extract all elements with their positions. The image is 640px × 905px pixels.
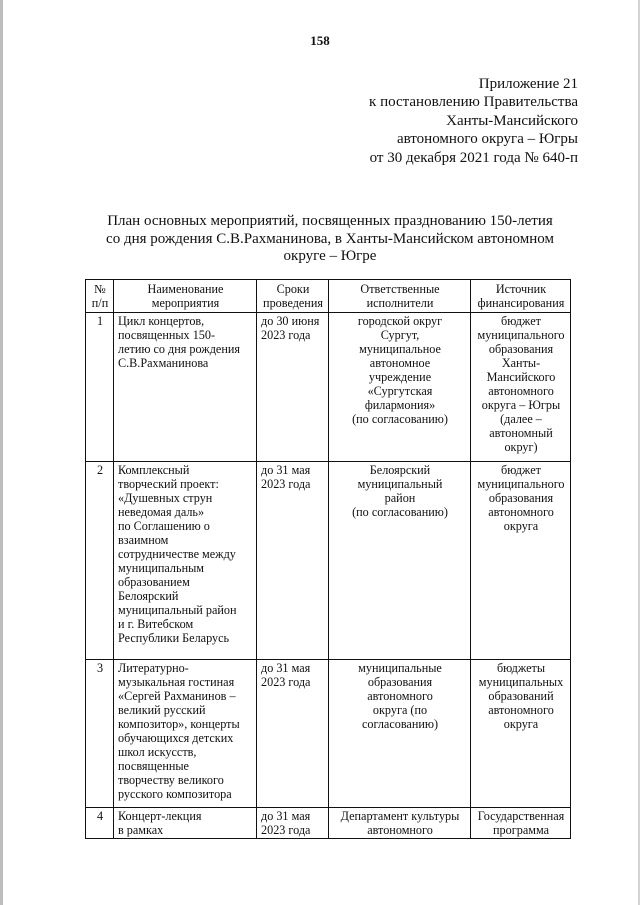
cell-line: автономное — [369, 356, 431, 370]
cell-line: округа — [503, 717, 539, 731]
cell-line: автономного — [488, 703, 554, 717]
cell-line: до 31 мая — [261, 809, 311, 823]
header-executors — [329, 280, 471, 313]
row-executors — [329, 462, 471, 660]
row-name — [114, 462, 257, 660]
row-executors — [329, 313, 471, 462]
cell-line: муниципального — [477, 328, 565, 342]
header-text: мероприятия — [151, 296, 220, 310]
cell-line: взаимном — [118, 533, 169, 547]
cell-line: С.В.Рахманинова — [118, 356, 209, 370]
cell-line: Белоярский — [118, 589, 179, 603]
cell-line: 2023 года — [261, 823, 311, 837]
cell-line: Государственная — [477, 809, 565, 823]
cell-line: Сургут, — [380, 328, 420, 342]
cell-line: филармония» — [364, 398, 436, 412]
header-text: п/п — [91, 296, 109, 310]
cell-line: образованием — [118, 575, 190, 589]
row-source — [471, 808, 571, 839]
cell-line: образования — [488, 342, 554, 356]
cell-line: 2023 года — [261, 477, 311, 491]
cell-line: муниципальным — [118, 561, 204, 575]
title-line: со дня рождения С.В.Рахманинова, в Ханты-Мансийском автономном — [106, 230, 554, 247]
cell-line: «Душевных струн — [118, 491, 213, 505]
row-name — [114, 808, 257, 839]
cell-line: (по согласованию) — [352, 505, 448, 519]
cell-line: Белоярский — [369, 463, 431, 477]
cell-line: городской округ — [357, 314, 443, 328]
cell-line: обучающихся детских — [118, 731, 234, 745]
cell-line: «Сургутская — [367, 384, 433, 398]
cell-line: сотрудничестве между — [118, 547, 236, 561]
cell-line: муниципальный район — [118, 603, 237, 617]
header-text: Наименование — [147, 282, 224, 296]
cell-line: бюджет — [501, 463, 541, 477]
cell-line: Департамент культуры — [340, 809, 460, 823]
cell-line: по Соглашению о — [118, 519, 210, 533]
cell-line: великий русский — [118, 703, 206, 717]
appendix-line: Ханты-Мансийского — [446, 112, 578, 129]
cell-line: в рамках — [118, 823, 164, 837]
cell-line: программа — [493, 823, 549, 837]
title-line: округе – Югре — [283, 248, 377, 264]
cell-line: летию со дня рождения — [118, 342, 240, 356]
cell-line: русского композитора — [118, 787, 232, 801]
cell-line: автономного — [367, 689, 433, 703]
cell-line: композитор», концерты — [118, 717, 240, 731]
cell-line: автономного — [367, 823, 433, 837]
row-term — [257, 660, 329, 808]
cell-line: образования — [367, 675, 433, 689]
cell-line: учреждение — [368, 370, 432, 384]
cell-line: посвященные — [118, 759, 189, 773]
header-text: исполнители — [366, 296, 434, 310]
cell-line: бюджеты — [496, 661, 546, 675]
appendix-line: от 30 декабря 2021 года № 640-п — [369, 149, 578, 166]
row-name — [114, 313, 257, 462]
header-text: финансирования — [477, 296, 565, 310]
cell-line: муниципальных — [478, 675, 564, 689]
row-number: 1 — [86, 313, 114, 462]
cell-line: район — [384, 491, 416, 505]
cell-line: Мансийского — [486, 370, 556, 384]
header-text: проведения — [263, 296, 323, 310]
cell-line: творчеству великого — [118, 773, 224, 787]
cell-line: и г. Витебском — [118, 617, 194, 631]
cell-line: округа — [503, 519, 539, 533]
row-executors — [329, 808, 471, 839]
cell-line: автономного — [488, 384, 554, 398]
cell-line: муниципального — [477, 477, 565, 491]
cell-line: (по согласованию) — [352, 412, 448, 426]
header-text: Сроки — [276, 282, 310, 296]
cell-line: музыкальная гостиная — [118, 675, 235, 689]
cell-line: автономный — [489, 426, 553, 440]
events-table — [85, 279, 571, 839]
row-term — [257, 313, 329, 462]
table-row — [86, 313, 571, 462]
cell-line: до 30 июня — [261, 314, 320, 328]
cell-line: Концерт-лекция — [118, 809, 202, 823]
table-row — [86, 462, 571, 660]
row-source — [471, 660, 571, 808]
cell-line: образования — [488, 491, 554, 505]
appendix-line: автономного округа – Югры — [396, 131, 578, 148]
table-row — [86, 660, 571, 808]
cell-line: муниципальные — [358, 661, 442, 675]
header-number — [86, 280, 114, 313]
cell-line: Республики Беларусь — [118, 631, 230, 645]
cell-line: округа – Югры — [481, 398, 561, 412]
cell-line: «Сергей Рахманинов – — [118, 689, 236, 703]
cell-line: бюджет — [501, 314, 541, 328]
cell-line: Комплексный — [118, 463, 190, 477]
cell-line: Цикл концертов, — [118, 314, 205, 328]
header-text: Источник — [495, 282, 547, 296]
cell-line: Литературно- — [118, 661, 189, 675]
header-text: Ответственные — [360, 282, 440, 296]
cell-line: муниципальный — [357, 477, 443, 491]
cell-line: автономного — [488, 505, 554, 519]
row-executors — [329, 660, 471, 808]
title-line: План основных мероприятий, посвященных празднованию 150-летия — [107, 213, 553, 229]
scan-edge-left — [0, 0, 3, 905]
header-source — [471, 280, 571, 313]
cell-line: творческий проект: — [118, 477, 219, 491]
cell-line: посвященных 150- — [118, 328, 216, 342]
row-number: 2 — [86, 462, 114, 660]
header-name — [114, 280, 257, 313]
row-source — [471, 313, 571, 462]
cell-line: образований — [488, 689, 554, 703]
cell-line: до 31 мая — [261, 463, 311, 477]
appendix-header — [369, 75, 578, 167]
table-row — [86, 808, 571, 839]
row-source — [471, 462, 571, 660]
row-number: 3 — [86, 660, 114, 808]
cell-line: согласованию) — [361, 717, 439, 731]
document-title — [70, 213, 590, 266]
row-name — [114, 660, 257, 808]
cell-line: 2023 года — [261, 675, 311, 689]
cell-line: школ искусств, — [118, 745, 197, 759]
row-number: 4 — [86, 808, 114, 839]
cell-line: (далее – — [500, 412, 542, 426]
appendix-line: Приложение 21 — [478, 76, 578, 92]
cell-line: до 31 мая — [261, 661, 311, 675]
appendix-line: к постановлению Правительства — [369, 94, 578, 111]
cell-line: округа (по — [372, 703, 428, 717]
cell-line: неведомая даль» — [118, 505, 205, 519]
cell-line: Ханты- — [501, 356, 541, 370]
page-number: 158 — [310, 33, 330, 48]
cell-line: муниципальное — [359, 342, 441, 356]
row-term — [257, 462, 329, 660]
header-term — [257, 280, 329, 313]
cell-line: 2023 года — [261, 328, 311, 342]
row-term — [257, 808, 329, 839]
header-text: № — [94, 282, 106, 296]
cell-line: округ) — [504, 440, 538, 454]
table-header-row — [86, 280, 571, 313]
